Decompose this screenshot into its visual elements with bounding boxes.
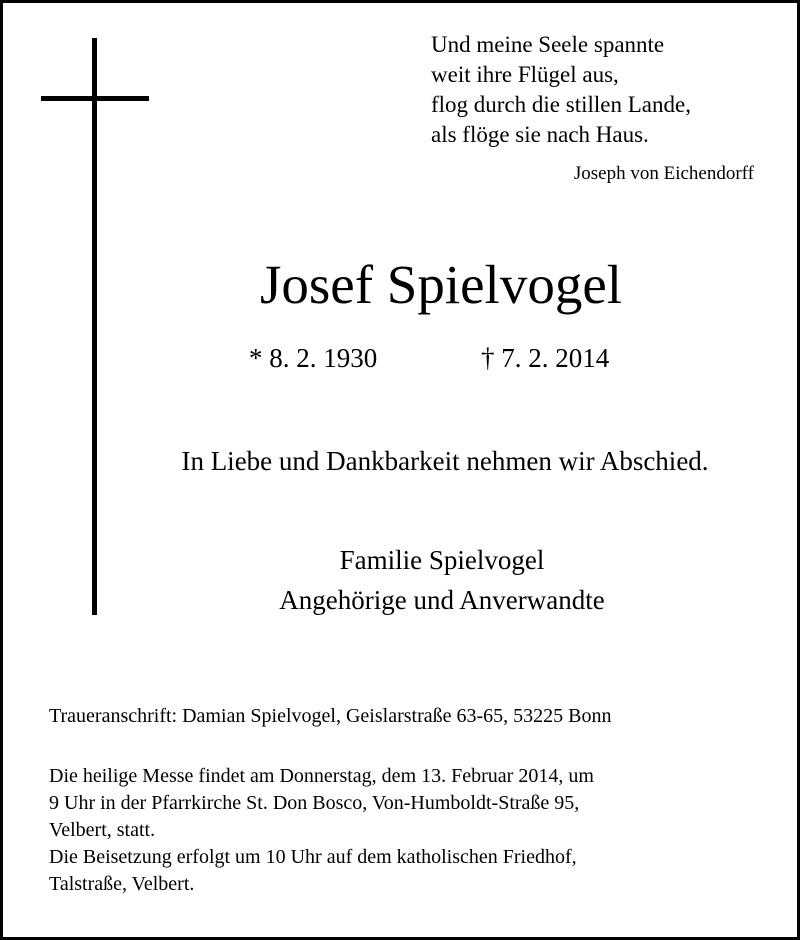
birth-date: * 8. 2. 1930 [249,343,378,373]
service-line: Die heilige Messe findet am Donnerstag, dem 13. Februar 2014, um [49,765,594,787]
cross-icon [92,38,97,615]
farewell-text: In Liebe und Dankbarkeit nehmen wir Abschied. [181,446,709,476]
deceased-name: Josef Spielvogel [259,254,623,315]
service-line: Die Beisetzung erfolgt um 10 Uhr auf dem katholischen Friedhof, [49,846,577,868]
service-info [49,763,779,898]
signatory-line: Angehörige und Anverwandte [279,585,605,615]
service-line: Velbert, statt. [49,819,156,841]
service-line: 9 Uhr in der Pfarrkirche St. Don Bosco, Von-Humboldt-Straße 95, [49,792,580,814]
poem-quote [431,30,771,150]
death-date: † 7. 2. 2014 [481,343,610,373]
service-line: Talstraße, Velbert. [49,873,195,895]
signatories [3,540,800,620]
poem-line: Und meine Seele spannte [431,32,665,57]
poem-author: Joseph von Eichendorff [573,163,754,184]
poem-line: als flöge sie nach Haus. [431,122,649,147]
signatory-line: Familie Spielvogel [339,545,545,575]
poem-line: weit ihre Flügel aus, [431,62,619,87]
mourning-address: Traueranschrift: Damian Spielvogel, Geislarstraße 63-65, 53225 Bonn [49,705,612,727]
cross-icon-crossbar [41,96,149,101]
poem-line: flog durch die stillen Lande, [431,92,691,117]
